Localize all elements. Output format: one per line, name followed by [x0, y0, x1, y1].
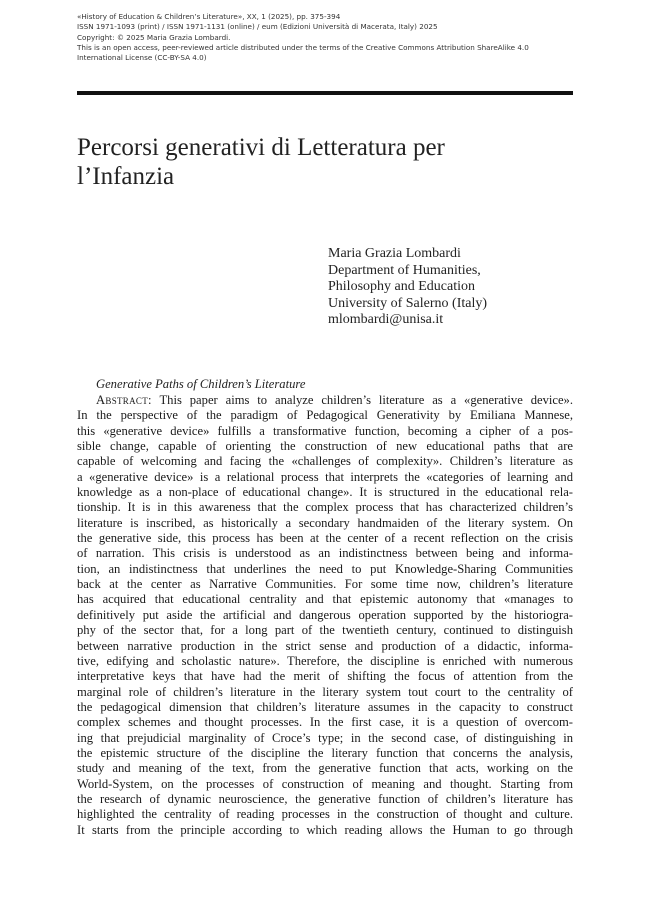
- affiliation-line: Department of Humanities,: [328, 262, 481, 278]
- abstract-line: marginal role of children’s literature in the literary system tout court to the centrality of: [77, 684, 573, 699]
- abstract-line: back at the center as Narrative Communities. For some time now, children’s literature: [77, 577, 573, 592]
- title-line: l’Infanzia: [77, 163, 175, 190]
- abstract-first-line: [77, 393, 573, 408]
- author-email[interactable]: mlombardi@unisa.it: [328, 312, 444, 328]
- abstract-line: tion, an indistinctness that underlines the need to put Knowledge-Sharing Communities: [77, 561, 573, 576]
- abstract-label: Abstract:: [96, 393, 152, 407]
- english-title: Generative Paths of Children’s Literature: [96, 377, 306, 391]
- abstract-line: interpretative keys that have had the merit of shifting the focus of attention from the: [77, 669, 573, 684]
- abstract: [77, 393, 573, 838]
- abstract-line: tive, edifying and scholastic nature». Therefore, the discipline is enriched with numerous: [77, 653, 573, 668]
- abstract-line: It starts from the principle according to which reading allows the Human to go through: [77, 822, 573, 837]
- title-line: Percorsi generativi di Letteratura per: [77, 134, 445, 161]
- abstract-line: In the perspective of the paradigm of Pedagogical Generativity by Emiliana Mannese,: [77, 408, 573, 423]
- abstract-line: ing that prejudicial marginality of Croce’s type; in the second case, of distinguishing in: [77, 730, 573, 745]
- abstract-line: has acquired that educational centrality and that epistemic autonomy that «manages to: [77, 592, 573, 607]
- abstract-line: of narration. This crisis is understood as an indistinctness between being and informa-: [77, 546, 573, 561]
- abstract-line: highlighted the centrality of reading processes in the construction of thought and culture.: [77, 807, 573, 822]
- header-rule: [77, 91, 573, 95]
- abstract-line: a «generative device» is a relational process that interprets the «categories of learning and: [77, 469, 573, 484]
- affiliation-line: University of Salerno (Italy): [328, 295, 488, 311]
- journal-header: [77, 12, 577, 63]
- author-name: Maria Grazia Lombardi: [328, 246, 461, 261]
- abstract-line: study and meaning of the text, from the generative function that acts, working on the: [77, 761, 573, 776]
- abstract-line: the research of dynamic neuroscience, the generative function of children’s literature has: [77, 791, 573, 806]
- abstract-line: capable of welcoming and facing the «challenges of complexity». Children’s literature as: [77, 454, 573, 469]
- abstract-line: complex schemes and thought processes. In the first case, it is a question of overcom-: [77, 715, 573, 730]
- abstract-line: knowledge as a non-place of educational change». It is structured in the educational rela-: [77, 485, 573, 500]
- header-line: International License (CC-BY-SA 4.0): [77, 53, 207, 63]
- abstract-line: this «generative device» fulfills a transformative function, becoming a cipher of a pos-: [77, 423, 573, 438]
- header-line: «History of Education & Children’s Literature», XX, 1 (2025), pp. 375-394: [77, 12, 341, 21]
- abstract-line: literature is inscribed, as historically a secondary handmaiden of the literary system. On: [77, 515, 573, 530]
- abstract-text: This paper aims to analyze children’s literature as a «generative device».: [159, 393, 573, 407]
- abstract-line: tionship. It is in this awareness that the complex process that has characterized children’s: [77, 500, 573, 515]
- abstract-line: between narrative production in the strict sense and production of a didactic, informa-: [77, 638, 573, 653]
- abstract-line: World-System, on the processes of construction of meaning and thought. Starting from: [77, 776, 573, 791]
- abstract-line: sible change, capable of orienting the construction of new educational paths that are: [77, 439, 573, 454]
- abstract-line: definitively put aside the artificial and dangerous operation supported by the historiogra-: [77, 607, 573, 622]
- affiliation-line: Philosophy and Education: [328, 279, 475, 295]
- abstract-line: the epistemic structure of the discipline the literary function that concerns the analysis,: [77, 745, 573, 760]
- header-line: ISSN 1971-1093 (print) / ISSN 1971-1131 (online) / eum (Edizioni Università di Macerata, Italy) 2025: [77, 22, 438, 32]
- abstract-line: the generative side, this process has been at the center of a recent reflection on the crisis: [77, 531, 573, 546]
- article-title: [77, 133, 577, 191]
- author-affiliation: [328, 246, 588, 329]
- header-line: This is an open access, peer-reviewed article distributed under the terms of the Creative Commons Attribution ShareAlike 4.0: [77, 42, 529, 52]
- abstract-line: phy of the sector that, for a long part of the twentieth century, continued to distinguish: [77, 623, 573, 638]
- abstract-line: the pedagogical dimension that children’s literature assumes in the capacity to construct: [77, 699, 573, 714]
- header-line: Copyright: © 2025 Maria Grazia Lombardi.: [77, 32, 231, 42]
